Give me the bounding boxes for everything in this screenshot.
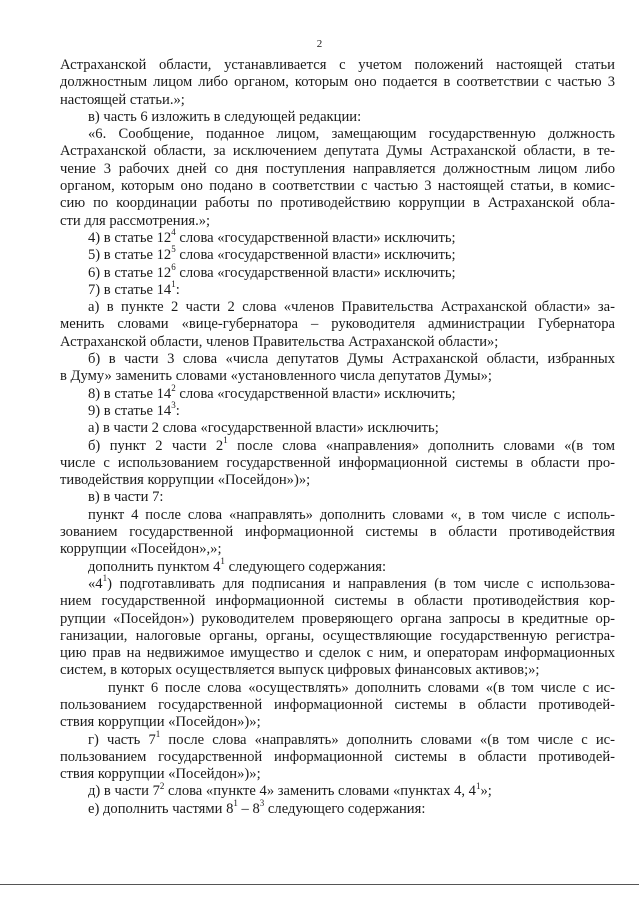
text-line xyxy=(60,351,615,368)
text-line xyxy=(60,334,615,351)
text-line xyxy=(60,244,615,264)
text-run: слова «государственной власти» исключить; xyxy=(175,229,456,246)
text-line xyxy=(60,507,615,524)
text-run: слова «пункте 4» заменить словами «пунктах 4, 4 xyxy=(164,783,476,800)
text-line xyxy=(60,109,615,126)
text-line xyxy=(60,178,615,195)
text-line xyxy=(60,227,615,247)
superscript: 1 xyxy=(233,797,238,808)
superscript: 4 xyxy=(171,227,176,238)
text-line xyxy=(60,766,615,783)
text-run: нием государственной информационной системы в области противодействия кор- xyxy=(60,593,615,610)
superscript: 5 xyxy=(171,244,176,255)
text-line xyxy=(60,420,615,437)
text-line xyxy=(60,213,615,230)
text-run: Астраханской области, устанавливается с учетом положений настоящей статьи xyxy=(60,57,615,73)
text-run: после слова «направления» дополнить словами «(в том xyxy=(227,437,615,454)
text-line xyxy=(60,316,615,333)
superscript: 6 xyxy=(171,261,176,272)
superscript: 3 xyxy=(171,400,176,411)
text-line xyxy=(60,92,615,109)
text-line xyxy=(60,555,615,576)
text-run: ганизации, налоговые органы, органы, осуществляющие государственную регистра- xyxy=(60,627,615,644)
text-line xyxy=(60,749,615,766)
text-run: пользованием государственной информационной системы в области противодей- xyxy=(60,748,615,765)
text-line xyxy=(60,628,615,645)
text-line xyxy=(60,541,615,558)
text-line xyxy=(60,74,615,91)
text-run: 6) в статье 12 xyxy=(88,264,172,281)
text-line xyxy=(60,368,615,385)
text-run: 4) в статье 12 xyxy=(88,229,172,246)
text-run: Астраханской области, членов Правительства Астраханской области»; xyxy=(60,333,499,350)
text-run: органом, которым оно подано в соответствии с частью 3 настоящей статьи, в комис- xyxy=(60,178,615,195)
superscript: 1 xyxy=(171,279,176,289)
text-run: после слова «направлять» дополнить словами «(в том числе с ис- xyxy=(160,731,615,748)
text-run: сию по координации работы по противодействию коррупции в Астраханской обла- xyxy=(60,195,615,212)
text-run: 8) в статье 14 xyxy=(88,385,172,402)
page-number: 2 xyxy=(316,38,323,50)
text-run: е) дополнить частями 8 xyxy=(88,800,234,817)
text-run: »; xyxy=(480,783,492,800)
text-run: б) в части 3 слова «числа депутатов Думы Астраханской области, избранных xyxy=(88,351,615,368)
text-line xyxy=(60,697,615,714)
text-line xyxy=(60,593,615,610)
text-run: д) в части 7 xyxy=(88,783,160,800)
text-line xyxy=(60,780,615,800)
text-run: пользованием государственной информационной системы в области противодей- xyxy=(60,696,615,713)
text-run: должностным лицом либо органом, которым оно подается в соответствии с частью 3 xyxy=(60,74,615,91)
text-run: тиводействия коррупции «Посейдон»)»; xyxy=(60,472,311,489)
text-run: слова «государственной власти» исключить; xyxy=(175,247,456,264)
text-run: а) в пункте 2 части 2 слова «членов Правительства Астраханской области» за- xyxy=(88,299,615,316)
text-line xyxy=(60,489,615,506)
text-line xyxy=(60,279,615,299)
text-run: ) подготавливать для подписания и направления (в том числе с использова- xyxy=(107,575,615,592)
text-line xyxy=(60,728,615,749)
text-line xyxy=(60,472,615,489)
text-run: : xyxy=(175,281,180,298)
text-run: г) часть 7 xyxy=(88,731,156,748)
text-line xyxy=(60,161,615,178)
text-run: пункт 4 после слова «направлять» дополнить словами «, в том числе с исполь- xyxy=(88,506,615,523)
text-run: 5) в статье 12 xyxy=(88,247,172,264)
text-run: дополнить пунктом 4 xyxy=(88,558,221,575)
superscript: 2 xyxy=(159,780,165,791)
text-run: в Думу» заменить словами «установленного числа депутатов Думы»; xyxy=(60,368,492,385)
text-run: слова «государственной власти» исключить; xyxy=(175,264,456,281)
text-run: следующего содержания: xyxy=(264,800,426,817)
text-line xyxy=(60,680,615,697)
footer-divider xyxy=(0,884,639,885)
text-line xyxy=(60,126,615,143)
superscript: 1 xyxy=(102,573,108,584)
text-run: б) пункт 2 части 2 xyxy=(88,437,224,454)
text-line xyxy=(60,714,615,731)
text-run: в) часть 6 изложить в следующей редакции: xyxy=(88,108,362,125)
text-line xyxy=(60,57,615,74)
text-run: ствия коррупции «Посейдон»)»; xyxy=(60,766,261,783)
text-line xyxy=(60,573,615,593)
text-run: : xyxy=(175,402,180,419)
text-line xyxy=(60,662,615,679)
text-line xyxy=(60,797,615,818)
text-line xyxy=(60,524,615,541)
text-run: рупции «Посейдон») руководителем проверяющего органа запросы в кредитные ор- xyxy=(60,610,615,627)
text-run: систем, в которых осуществляется выпуск цифровых финансовых активов;»; xyxy=(60,662,540,679)
superscript: 1 xyxy=(475,780,481,791)
text-run: пункт 6 после слова «осуществлять» дополнить словами «(в том числе с ис- xyxy=(108,679,615,696)
text-run: в) в части 7: xyxy=(88,489,164,506)
text-run: Астраханской области, за исключением депутата Думы Астраханской области, в те- xyxy=(60,143,615,160)
text-line xyxy=(60,400,615,420)
text-line xyxy=(60,299,615,316)
text-run: – 8 xyxy=(237,800,260,817)
text-run: коррупции «Посейдон»,»; xyxy=(60,541,222,558)
superscript: 1 xyxy=(223,434,228,445)
text-line xyxy=(60,434,615,455)
text-run: числе с использованием государственной информационной системы в области про- xyxy=(60,454,615,471)
text-line xyxy=(60,195,615,212)
text-run: зованием государственной информационной системы в области противодействия xyxy=(60,524,615,541)
document-body xyxy=(60,57,615,818)
text-line xyxy=(60,382,615,403)
text-line xyxy=(60,261,615,282)
text-run: сти для рассмотрения.»; xyxy=(60,212,211,229)
text-run: следующего содержания: xyxy=(224,558,387,575)
superscript: 1 xyxy=(220,555,225,566)
superscript: 2 xyxy=(171,382,176,393)
text-run: чение 3 рабочих дней со дня поступления направляется должностным лицом либо xyxy=(60,160,615,177)
text-line xyxy=(60,143,615,160)
text-run: 7) в статье 14 xyxy=(88,281,172,298)
text-run: настоящей статьи.»; xyxy=(60,91,185,108)
text-run: 9) в статье 14 xyxy=(88,402,172,419)
text-line xyxy=(60,645,615,662)
text-line xyxy=(60,455,615,472)
superscript: 1 xyxy=(155,728,161,739)
text-run: цию прав на недвижимое имущество и сделок с ним, и операторам информационных xyxy=(60,645,615,662)
superscript: 3 xyxy=(259,797,265,808)
text-run: слова «государственной власти» исключить; xyxy=(175,385,456,402)
text-run: менить словами «вице-губернатора – руководителя администрации Губернатора xyxy=(60,316,615,333)
text-run: «6. Сообщение, поданное лицом, замещающим государственную должность xyxy=(88,126,615,143)
text-run: ствия коррупции «Посейдон»)»; xyxy=(60,714,261,731)
text-run: а) в части 2 слова «государственной власти» исключить; xyxy=(88,420,439,437)
text-run: «4 xyxy=(88,575,103,592)
text-line xyxy=(60,611,615,628)
